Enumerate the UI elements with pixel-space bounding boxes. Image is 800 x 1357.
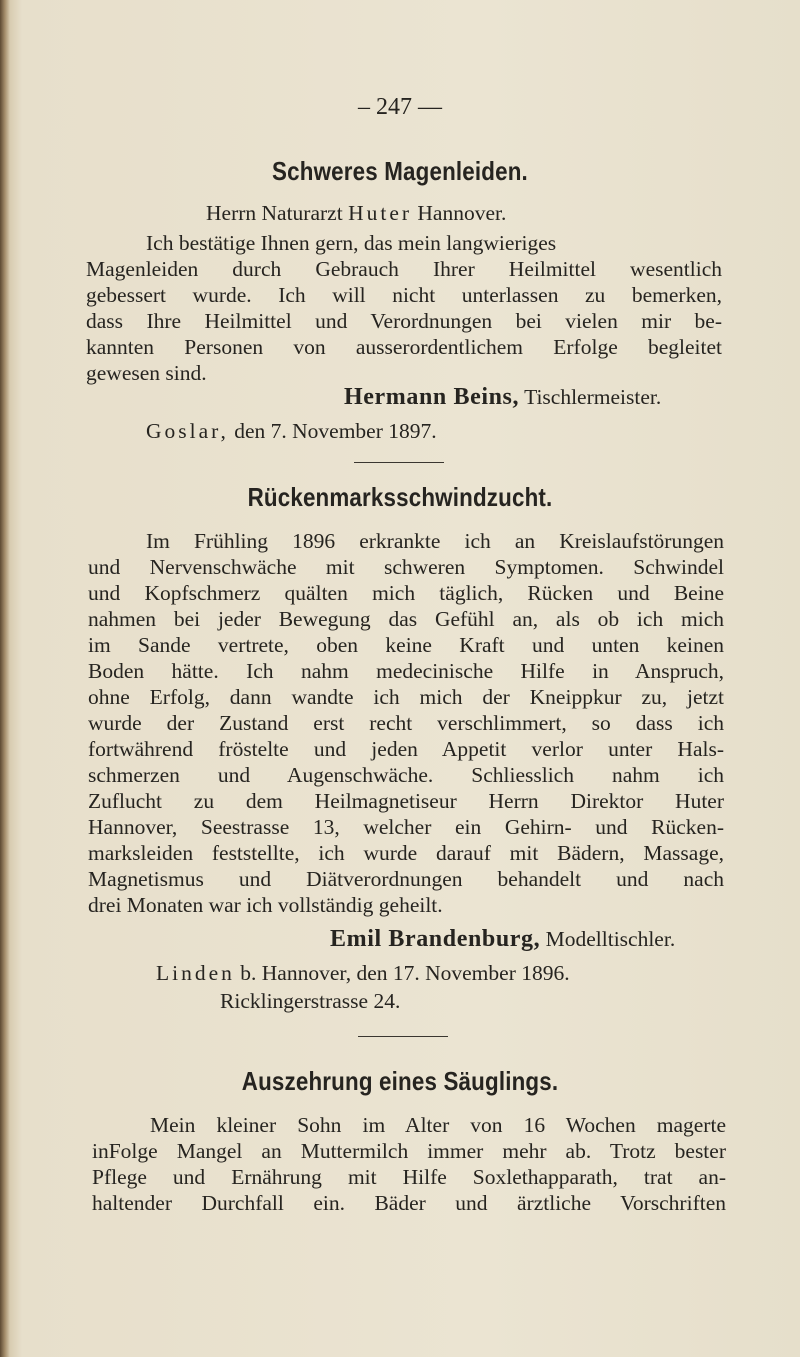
- body-line: im Sande vertrete, oben keine Kraft und unten keinen: [88, 633, 724, 657]
- body-line: haltender Durchfall ein. Bäder und ärztliche Vorschriften: [92, 1191, 726, 1215]
- address-city: Hannover.: [417, 201, 507, 225]
- section-title-rueckenmark: Rückenmarksschwindzucht.: [247, 482, 553, 512]
- body-line: Mein kleiner Sohn im Alter von 16 Wochen magerte: [150, 1113, 726, 1137]
- signature-name: Emil Brandenburg,: [330, 926, 541, 952]
- body-line: und Nervenschwäche mit schweren Symptomen. Schwindel: [88, 555, 724, 579]
- signature-name: Hermann Beins,: [344, 384, 520, 410]
- signature-role: Modelltischler.: [545, 927, 676, 951]
- body-line: gebessert wurde. Ich will nicht unterlassen zu bemerken,: [86, 283, 722, 307]
- body-line: Ich bestätige Ihnen gern, das mein langwieriges: [146, 231, 557, 255]
- body-line: drei Monaten war ich vollständig geheilt.: [88, 893, 443, 917]
- body-line: dass Ihre Heilmittel und Verordnungen bei vielen mir be-: [86, 309, 722, 333]
- body-line: Boden hätte. Ich nahm medecinische Hilfe in Anspruch,: [88, 659, 724, 683]
- body-line: wurde der Zustand erst recht verschlimmert, so dass ich: [88, 711, 724, 735]
- body-line: Zuflucht zu dem Heilmagnetiseur Herrn Direktor Huter: [88, 789, 724, 813]
- address-prefix: Herrn Naturarzt: [206, 201, 343, 225]
- section-title-magenleiden: Schweres Magenleiden.: [272, 156, 528, 186]
- date: b. Hannover, den 17. November 1896.: [240, 961, 570, 985]
- body-line: ohne Erfolg, dann wandte ich mich der Kneippkur zu, jetzt: [88, 685, 724, 709]
- section-divider: [354, 462, 444, 463]
- address-name: Huter: [348, 201, 413, 225]
- page-number-dash-left: –: [358, 94, 376, 120]
- signature: [330, 926, 675, 952]
- date: den 7. November 1897.: [234, 419, 437, 443]
- body-line: nahmen bei jeder Bewegung das Gefühl an, als ob ich mich: [88, 607, 724, 631]
- body-line: gewesen sind.: [86, 361, 207, 385]
- body-line: marksleiden feststellte, ich wurde darauf mit Bädern, Massage,: [88, 841, 724, 865]
- place: Goslar,: [146, 419, 229, 443]
- page-number-dash-right: —: [418, 94, 442, 120]
- body-line: Magenleiden durch Gebrauch Ihrer Heilmittel wesentlich: [86, 257, 722, 281]
- body-line: Hannover, Seestrasse 13, welcher ein Gehirn- und Rücken-: [88, 815, 724, 839]
- street-address: Ricklingerstrasse 24.: [220, 989, 401, 1013]
- signature: [344, 384, 661, 410]
- section-divider: [358, 1036, 448, 1037]
- body-line: Pflege und Ernährung mit Hilfe Soxlethapparath, trat an-: [92, 1165, 726, 1189]
- body-line: und Kopfschmerz quälten mich täglich, Rücken und Beine: [88, 581, 724, 605]
- page-number: [0, 94, 800, 121]
- body-line: fortwährend fröstelte und jeden Appetit verlor unter Hals-: [88, 737, 724, 761]
- body-line: inFolge Mangel an Muttermilch immer mehr ab. Trotz bester: [92, 1139, 726, 1163]
- body-line: kannten Personen von ausserordentlichem Erfolge begleitet: [86, 335, 722, 359]
- body-line: schmerzen und Augenschwäche. Schliesslich nahm ich: [88, 763, 724, 787]
- signature-role: Tischlermeister.: [524, 385, 662, 409]
- page-number-value: 247: [376, 94, 412, 120]
- section-title-auszehrung: Auszehrung eines Säuglings.: [241, 1066, 559, 1096]
- letter-address: [206, 200, 506, 226]
- place-date: [156, 960, 570, 986]
- place: Linden: [156, 961, 235, 985]
- place-date: [146, 418, 437, 444]
- body-line: Im Frühling 1896 erkrankte ich an Kreislaufstörungen: [146, 529, 724, 553]
- body-line: Magnetismus und Diätverordnungen behandelt und nach: [88, 867, 724, 891]
